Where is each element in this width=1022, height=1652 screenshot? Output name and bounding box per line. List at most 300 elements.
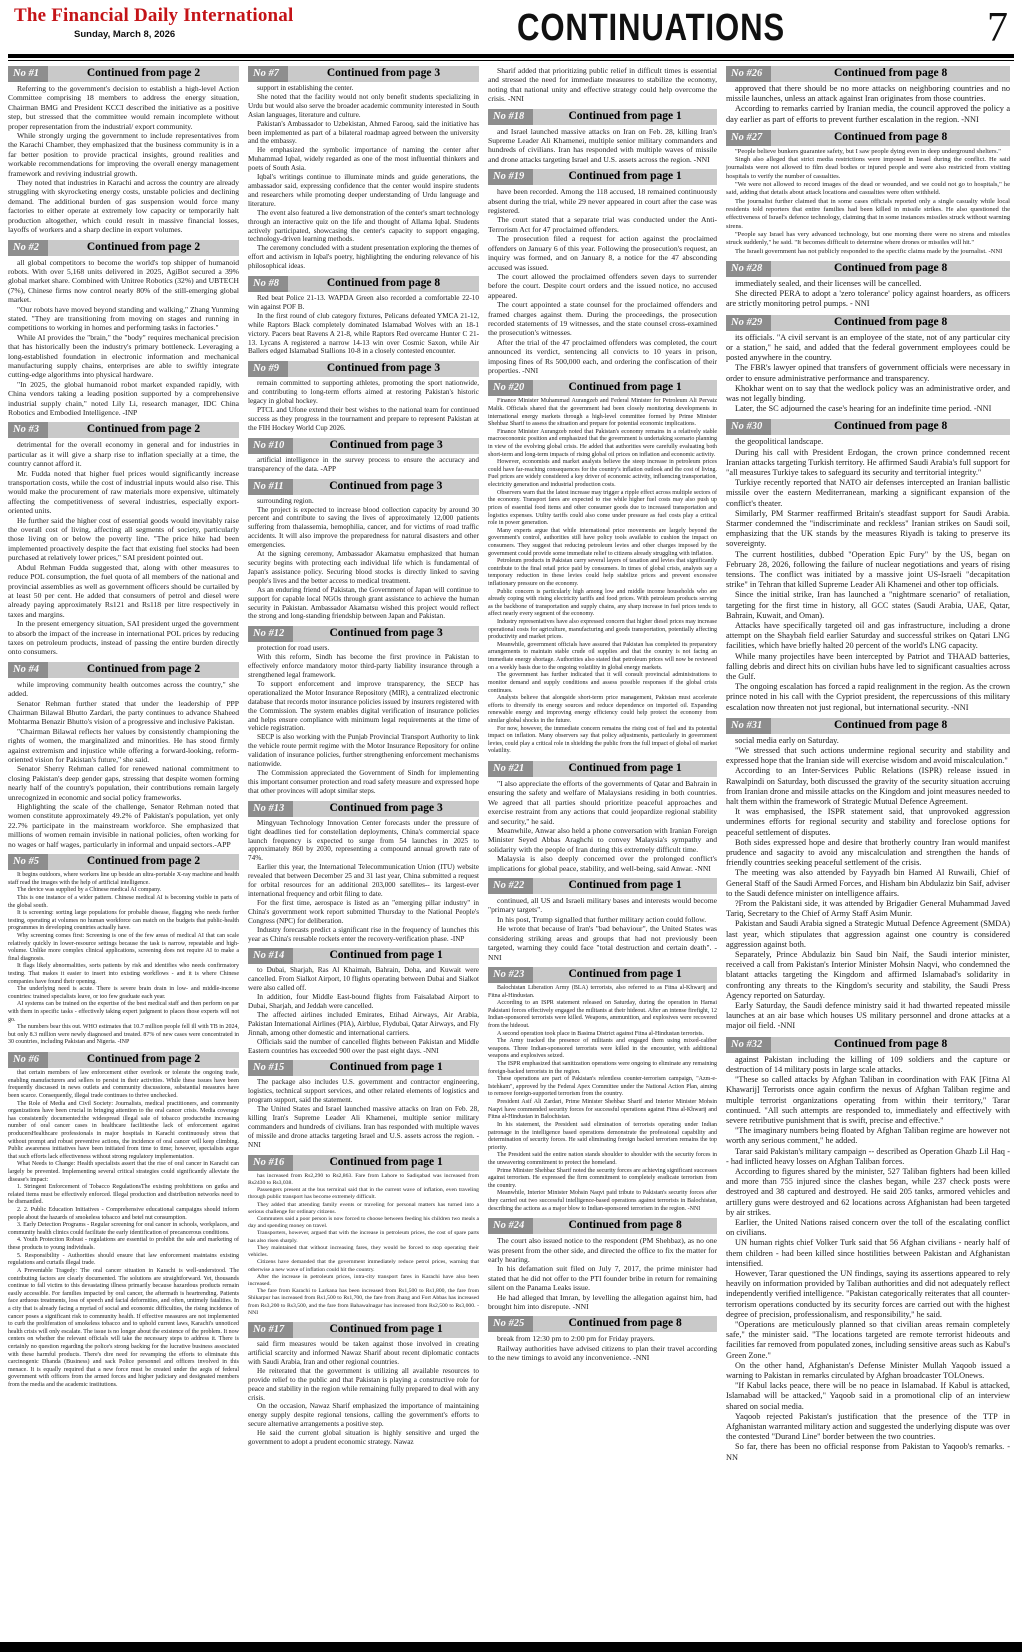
article-number-badge: No #28 <box>726 261 771 277</box>
page-number: 7 <box>987 5 1008 51</box>
article-paragraph: Senator Sherry Rehman called for renewed national commitment to closing Pakistan's deep gender gaps, stressing that despite women forming nearly half of the country's population, their contributions remain largely unrecognized in economic and social policy frameworks. <box>8 764 239 802</box>
article-body <box>248 456 479 474</box>
continued-from-label: Continued from page 8 <box>771 315 1010 331</box>
continued-from-label: Continued from page 2 <box>48 854 239 870</box>
article-body <box>248 819 479 944</box>
continued-from-label: Continued from page 2 <box>48 66 239 82</box>
article-paragraph: In the first round of club category fixtures, Pelicans defeated YMCA 21-12, while Raptors Black completely dominated Islamabad Wolves with an 18-1 victory. Pacers beat Ravens A 21-8, while Raptors Red overcame Hunter C 21-13. Lycans A registered a narrow 14-13 win over Cosmic Saxon, while Air Ballers edged Islamabad Stallions 10-8 in a closely contested encounter. <box>248 311 479 356</box>
article-paragraph: Observers warn that the latest increase may trigger a ripple effect across multiple sectors of the economy. Transport fares are expected to rise while higher fuel costs may also push up prices of essential food items and other consumer goods due to increased transportation and logistics expenses. Utility tariffs could also come under pressure as fuel costs play a critical role in power generation. <box>488 489 717 527</box>
article-header <box>248 1060 479 1076</box>
article-paragraph: The United States and Israel launched massive attacks on Iran on Feb. 28, killing Iran's Supreme Leader Ali Khamenei, multiple senior military commanders and hundreds of civilians. Iran has responded with multiple waves of missile and drone attacks targeting Israel and U.S. assets across the region. -NNI <box>248 1105 479 1149</box>
article-paragraph: Similarly, PM Starmer reaffirmed Britain's steadfast support for Saudi Arabia. Starmer condemned the "indiscriminate and reckless" Iranian strikes on Saudi soil, emphasizing that the UK stands by the measures Riyadh is taking to preserve its sovereignty. <box>726 508 1010 549</box>
article-paragraph: SECP is also working with the Punjab Provincial Transport Authority to link the vehicle route permit regime with the Motor Insurance Repository for online validation of insurance policies, further strengthening enforcement mechanisms nationwide. <box>248 733 479 769</box>
article-paragraph: Commuters said a poor person is now forced to choose between feeding his children two meals a day and spending money on travel. <box>248 1216 479 1230</box>
article-header <box>488 761 717 777</box>
article-paragraph: In his defamation suit filed on July 7, 2017, the prime minister had stated that he did not offer to the PTI founder bribe in return for remaining silent on the Panama Leaks issue. <box>488 1264 717 1293</box>
masthead <box>0 0 1022 52</box>
article <box>488 169 717 375</box>
article-number-badge: No #6 <box>8 1052 48 1068</box>
article-paragraph: Mr. Fudda noted that higher fuel prices would significantly increase transportation costs, while the cost of industrial inputs would also rise. This would make the procurement of raw materials more expensive, ultimately affecting the competitiveness of several industries, especially export-oriented units. <box>8 468 239 516</box>
article-paragraph: The current hostilities, dubbed "Operation Epic Fury" by the US, began on February 28, 2026, following the failure of nuclear negotiations and years of rising tensions. The conflict was initiated by a massive joint US-Israeli "decapitation strike" in Tehran that killed Supreme Leader Ali Khamenei and other top officials. <box>726 549 1010 590</box>
article-paragraph: Meanwhile, government officials have assured that Pakistan has completed its preparatory arrangements to maintain stable crude oil supplies and that the country is not facing an immediate energy shortage. Authorities also stated that petroleum prices will now be reviewed on a weekly basis due to the ongoing volatility in global energy markets. <box>488 641 717 671</box>
article-paragraph: Railway authorities have advised citizens to plan their travel according to the new timings to avoid any inconvenience. -NNI <box>488 1343 717 1363</box>
article-paragraph: Yaqoob rejected Pakistan's justification that the presence of the TTP in Afghanistan warranted military action and suggested the underlying dispute was over the contested "Durand Line" border between the two countries. <box>726 1411 1010 1442</box>
article-paragraph: After the increase in petroleum prices, intra-city transport fares in Karachi have also been increased. <box>248 1273 479 1287</box>
continued-from-label: Continued from page 1 <box>293 1155 479 1171</box>
article-header <box>726 1037 1010 1053</box>
article-paragraph: The affected airlines included Emirates, Etihad Airways, Air Arabia, Pakistan International Airlines (PIA), Airblue, Flydubai, Qatar Airways, and Fly Jinnah, among other domestic and international carriers. <box>248 1010 479 1037</box>
article-paragraph: Industry representatives have also expressed concern that higher diesel prices may increase operational costs for agriculture, manufacturing and goods transportation, potentially affecting productivity and market prices. <box>488 619 717 641</box>
article-paragraph: Attacks have specifically targeted oil and gas infrastructure, including a drone attempt on the Shaybah field earlier Saturday and successful strikes on Qatari LNG facilities, which have briefly halted 20 percent of the world's LNG capacity. <box>726 620 1010 651</box>
article-paragraph: The project is expected to increase blood collection capacity by around 30 percent and contribute to saving the lives of approximately 12,000 patients suffering from thalassemia, hemophilia, cancer, and for victims of road traffic accidents. It will also improve the preparedness for natural disasters and other emergencies. <box>248 505 479 550</box>
article-number-badge: No #1 <box>8 66 48 82</box>
article-paragraph: According to an ISPR statement released on Saturday, during the operation in Harnai Pakistani forces effectively engaged the militants at their hideout. After an intense firefight, 12 Indian-sponsored terrorists were killed. Weapons, ammunition, and explosives were recovered from the hideout. <box>488 1000 717 1029</box>
article-paragraph: Iqbal's writings continue to illuminate minds and guide generations, the ambassador said, expressing confidence that the center would inspire students and researchers while promoting deeper understanding of Urdu language and literature. <box>248 173 479 208</box>
article-paragraph: However, Tarar questioned the UN findings, saying its assertions appeared to rely heavily on information provided by Taliban authorities and did not adequately reflect independently verified intelligence. "Pakistan categorically reiterates that all counter-terrorism operations conducted by its security forces are carried out with the highest degree of precision, professionalism, and responsibility," he said. <box>726 1268 1010 1319</box>
article-paragraph: has increased from Rs2,290 to Rs2,863. Fare from Lahore to Sadiqabad was increased from Rs2430 to Rs3,038. <box>248 1172 479 1186</box>
article-body <box>488 779 717 873</box>
continued-from-label: Continued from page 3 <box>293 801 479 817</box>
article-paragraph: "Operations are meticulously planned so that civilian areas remain completely safe," the minister said. "The locations targeted are remote terrorist hideouts and facilities far removed from populated zones, including sensitive areas such as Kabul's Green Zone." <box>726 1319 1010 1360</box>
article-header <box>488 878 717 894</box>
article-paragraph: Petroleum products in Pakistan carry several layers of taxation and levies that significantly contribute to the final retail price paid by consumers. In times of global crisis, analysts say a temporary reduction in these levies could help stabilize prices and prevent excessive inflationary pressure on the economy. <box>488 558 717 587</box>
continued-from-label: Continued from page 3 <box>293 438 479 454</box>
article-paragraph: Referring to the government's decision to establish a high-level Action Committee comprising 18 members to address the energy situation, Chairman BMG and President KCCI described the initiative as a positive step, but stressed that the committee would remain incomplete without proper representation from the industrial/ export community. <box>8 84 239 131</box>
article-paragraph: "People say Israel has very advanced technology, but one morning there were no sirens and missiles struck suddenly," he said. "It becomes difficult to determine where drones or missiles will hit." <box>726 231 1010 247</box>
article-body <box>488 896 717 962</box>
article-number-badge: No #26 <box>726 66 771 82</box>
article-paragraph: They noted that industries in Karachi and across the country are already struggling with skyrocketing energy costs, unstable policies and declining demand. The additional burden of gas suspension would force many factories to either operate at extremely low capacity or temporarily halt production altogether, which could result in massive financial losses, layoffs of workers and a sharp decline in export volumes. <box>8 178 239 235</box>
article-paragraph: In addition, four Middle East-bound flights from Faisalabad Airport to Dubai, Sharjah, and Jeddah were cancelled. <box>248 993 479 1011</box>
article-header <box>488 380 717 396</box>
article-header <box>488 1316 717 1332</box>
continued-from-label: Continued from page 1 <box>293 1322 479 1338</box>
article-number-badge: No #32 <box>726 1037 771 1053</box>
article-paragraph: Meanwhile, Interior Minister Mohsin Naqvi paid tribute to Pakistan's security forces after they carried out two successful intelligence-based operations against terrorists in Balochistan, describing the actions as a major blow to Indian-sponsored terrorism in the region. -NNI <box>488 1190 717 1212</box>
article-paragraph: It was emphasised, the ISPR statement said, that unprovoked aggression undermines efforts for regional security and stability and foreclose options for peaceful settlement of disputes. <box>726 807 1010 837</box>
article-header <box>248 1155 479 1171</box>
article-paragraph: break from 12:30 pm to 2:00 pm for Friday prayers. <box>497 1334 655 1344</box>
continued-from-label: Continued from page 1 <box>533 967 717 983</box>
article-paragraph: She directed PERA to adopt a 'zero tolerance' policy against hoarders, as officers are strictly monitoring petrol pumps. - NNI <box>726 289 1010 309</box>
article-paragraph: For the first time, aerospace is listed as an "emerging pillar industry" in China's government work report submitted Thursday to the National People's Congress (NPC) for deliberation. <box>248 898 479 925</box>
article-header <box>726 718 1010 734</box>
article <box>8 66 239 235</box>
article-number-badge: No #27 <box>726 130 771 146</box>
article-paragraph: The event also featured a live demonstration of the center's smart technology through an interactive quiz on the life and thought of Allama Iqbal. Students actively participated, showcasing the center's capacity to support engaging, technology-driven learning methods. <box>248 208 479 244</box>
article <box>8 422 239 656</box>
article-header <box>248 948 479 964</box>
article-paragraph: To support enforcement and improve transparency, the SECP has operationalized the Motor Insurance Repository (MIR), a centralized electronic database that records motor insurance policies issued by insurers registered with the Commission. The system enables digital verification of insurance policies and helps ensure compliance with minimum legal requirements at the time of vehicle registration. <box>248 679 479 733</box>
article-number-badge: No #13 <box>248 801 293 817</box>
article-body <box>248 379 479 432</box>
article-body <box>726 148 1010 256</box>
article <box>726 419 1010 712</box>
article-header <box>488 109 717 125</box>
article-paragraph: These operations are part of Pakistan's relentless counter-terrorism campaign, "Azm-e-Istehkam", approved by the Federal Apex Committee under the National Action Plan, aiming to remove foreign-supported terrorism from the country. <box>488 1076 717 1098</box>
article-paragraph: He had alleged that Imran, by levelling the allegation against him, had brought him into disrepute. -NNI <box>488 1292 717 1312</box>
article <box>248 479 479 622</box>
article-paragraph: He said the current global situation is highly sensitive and urged the government to adopt a prudent economic strategy. Nawaz <box>248 1429 479 1447</box>
article-paragraph: After the trial of the 47 proclaimed offenders was completed, the court announced its verdict, sentencing all convicts to 10 years in prison, imposing fines of Rs 500,000 each, and ordering the confiscation of their properties. -NNI <box>488 337 717 375</box>
column-3 <box>488 66 717 1638</box>
article-paragraph: For now, however, the immediate concern remains the rising cost of fuel and its potential impact on inflation. Many observers say that policy adjustments, particularly in government levies, could play a critical role in shielding the public from the full impact of global oil market volatility. <box>488 725 717 755</box>
article-header <box>8 422 239 438</box>
article-number-badge: No #9 <box>248 361 288 377</box>
article-paragraph: On the occasion, Nawaz Sharif emphasized the importance of maintaining energy supply despite regional tensions, calling the government's efforts to secure alternative arrangements a positive step. <box>248 1402 479 1429</box>
article-paragraph: The court appointed a state counsel for the proclaimed offenders and framed charges against them. During the proceedings, the prosecution recorded statements of 19 witnesses, and the state counsel cross-examined the prosecution's witnesses. <box>488 300 717 338</box>
article-body <box>248 497 479 622</box>
article-paragraph: The government has further indicated that it will consult provincial administrations to monitor demand and supply conditions and assess possible responses if the global crisis continues. <box>488 672 717 694</box>
continued-from-label: Continued from page 2 <box>48 422 239 438</box>
article-paragraph: Turkiye recently reported that NATO air defenses intercepted an Iranian ballistic missile over the eastern Mediterranean, marking a significant expansion of the conflict's theater. <box>726 478 1010 508</box>
article-paragraph: ?From the Pakistani side, it was attended by Brigadier General Muhammad Javed Tariq, Secretary to the Chief of Army Staff Asim Munir. <box>726 899 1010 919</box>
article <box>248 801 479 944</box>
article-number-badge: No #23 <box>488 967 533 983</box>
article-paragraph: Earlier, the United Nations raised concern over the toll of the escalating conflict on civilians. <box>726 1217 1010 1238</box>
article-paragraph: The meeting was also attended by Fayyadh bin Hamed Al Ruwaili, Chief of General Staff of the Saudi Armed Forces, and Hisham bin Abdulaziz bin Saif, adviser to the Saudi defence minister on intelligence affairs. <box>726 868 1010 898</box>
continued-from-label: Continued from page 8 <box>533 1316 717 1332</box>
article-paragraph: UN human rights chief Volker Turk said that 56 Afghan civilians - nearly half of them children - had been killed since hostilities between Pakistan and Afghanistan intensified. <box>726 1238 1010 1268</box>
article-paragraph: Officials said the number of cancelled flights between Pakistan and Middle Eastern countries has exceeded 900 over the past eight days. -NNI <box>248 1037 479 1055</box>
article-header <box>8 66 239 82</box>
article-body <box>726 333 1010 415</box>
article-paragraph: What Needs to Change: Health specialists assert that the rise of oral cancer in Karachi can largely be prevented. Implementing several critical strategies could significantly alleviate the disease's impact: <box>8 1161 239 1183</box>
article-paragraph: Prime Minister Shehbaz Sharif noted the security forces are achieving significant successes against terrorism. He expressed the firm commitment to completely eradicate terrorism from the country. <box>488 1167 717 1189</box>
article-paragraph: The ceremony concluded with a student presentation exploring the themes of effort and activism in Iqbal's poetry, highlighting the enduring relevance of his philosophical ideas. <box>248 244 479 271</box>
article-paragraph: protection for road users. <box>257 644 330 653</box>
article-header <box>488 967 717 983</box>
article-header <box>248 66 479 82</box>
article-paragraph: President Asif Ali Zardari, Prime Minister Shehbaz Sharif and Interior Minister Mohsin Naqvi have commended security forces for successful operations against Fitna al-Khwarij and Fitna al-Hindustan in Balochistan. <box>488 1099 717 1121</box>
article-number-badge: No #31 <box>726 718 771 734</box>
column-4 <box>726 66 1010 1638</box>
article-paragraph: According to an Inter-Services Public Relations (ISPR) release issued in Rawalpindi on Saturday, both discussed the gravity of the security situation accruing from Iranian drone and missile attacks on the Kingdom and joint measures needed to halt them within the framework of Strategic Mutual Defence Agreement. <box>726 766 1010 807</box>
article <box>488 1316 717 1362</box>
article-paragraph: Balochistan Liberation Army (BLA) terrorists, also referred to as Fitna al-Khwarij and Fitna al-Hindustan. <box>488 984 717 999</box>
article-paragraph: Pakistan and Saudi Arabia signed a Strategic Mutual Defence Agreement (SMDA) last year, which stipulates that aggression against one country is considered aggression against both. <box>726 919 1010 949</box>
article-body <box>726 84 1010 125</box>
article-body <box>8 680 239 849</box>
article-paragraph: The court stated that a separate trial was conducted under the Anti-Terrorism Act for 47 proclaimed offenders. <box>488 215 717 234</box>
article-paragraph: While AI provides the "brain," the "body" requires mechanical precision that has historically been the industry's primary bottleneck. Leveraging a long-established foundation in electronic information and mechanical manufacturing supply chains, enterprises are able to swiftly integrate cutting-edge algorithms into physical hardware. <box>8 332 239 380</box>
article-paragraph: its officials. "A civil servant is an employee of the state, not of any particular city or a station," he said, and added that the federal government employees could be posted anywhere in the country. <box>726 332 1010 363</box>
article <box>248 66 479 271</box>
bottom-bar <box>0 1642 1022 1652</box>
article-paragraph: continued, all US and Israeli military bases and interests would become "primary targets". <box>488 896 717 915</box>
article <box>488 109 717 165</box>
article-paragraph: While many projectiles have been intercepted by Patriot and THAAD batteries, falling debris and direct hits on civilian hubs have led to significant casualties across the Gulf. <box>726 651 1010 681</box>
article-body <box>8 872 239 1047</box>
article-paragraph: The President said the entire nation stands shoulder to shoulder with the security forces in the unwavering commitment to protect the homeland. <box>488 1152 717 1166</box>
article-paragraph: A second operation took place in Basima District against Fitna al-Hindustan terrorists. <box>497 1030 704 1037</box>
article-paragraph: remain committed to supporting athletes, promoting the sport nationwide, and contributing to long-term efforts aimed at restoring Pakistan's historic legacy in global hockey. <box>248 379 479 406</box>
article-paragraph: This is one instance of a wider pattern. Chinese medical AI is becoming visible in parts of the global south. <box>8 894 239 909</box>
article-number-badge: No #2 <box>8 240 48 256</box>
article-paragraph: Malaysia is also deeply concerned over the prolonged conflict's implications for global peace, stability, and well-being, said Anwar. -NNI <box>488 854 717 873</box>
article-body <box>488 985 717 1213</box>
article-paragraph: The underlying need is acute. There is severe brain drain in low- and middle-income countries: trained specialists leave, or too few graduate each year. <box>8 986 239 1000</box>
article-paragraph: So far, there has been no official response from Pakistan to Yaqoob's remarks. -NN <box>726 1442 1010 1462</box>
article-paragraph: In his statement, the President said elimination of terrorists operating under Indian patronage in the intelligence based operations demonstrate the professional capability and determination of security forces. He said eliminating foreign backed terrorism remains the top priority. <box>488 1121 717 1151</box>
article <box>248 438 479 474</box>
continued-from-label: Continued from page 1 <box>533 761 717 777</box>
article-header <box>726 315 1010 331</box>
article-header <box>488 169 717 185</box>
article-body <box>488 187 717 375</box>
article-paragraph: The device was supplied by a Chinese medical AI company. <box>17 887 162 894</box>
continued-from-label: Continued from page 3 <box>293 479 479 495</box>
article <box>8 662 239 849</box>
article <box>488 878 717 962</box>
article-paragraph: With this reform, Sindh has become the first province in Pakistan to effectively enforce mandatory motor third-party liability insurance through a strengthened legal framework. <box>248 653 479 680</box>
continued-from-label: Continued from page 1 <box>293 948 479 964</box>
article-body <box>488 1236 717 1311</box>
article-body <box>488 398 717 756</box>
article-number-badge: No #24 <box>488 1218 533 1234</box>
article <box>248 626 479 795</box>
continued-from-label: Continued from page 8 <box>771 718 1010 734</box>
article-paragraph: Khokhar went on to say that the wedlock policy was an administrative order, and was not legally binding. <box>726 383 1010 403</box>
article-body <box>488 127 717 165</box>
article-number-badge: No #15 <box>248 1060 293 1076</box>
article-number-badge: No #8 <box>248 276 288 292</box>
article-body <box>248 1173 479 1317</box>
article-body <box>8 440 239 656</box>
paper-title: The Financial Daily International <box>14 5 294 26</box>
article-paragraph: It begins outdoors, where workers line up beside an ultra-portable X-ray machine and health staff read the images with the help of artificial intelligence. <box>8 872 239 886</box>
article <box>488 1218 717 1311</box>
paper-date: Sunday, March 8, 2026 <box>74 28 176 40</box>
article-paragraph: The ISPR emphasized that sanitization operations were ongoing to eliminate any remaining foreign-backed terrorists in the region. <box>488 1061 717 1075</box>
article-body <box>488 66 717 104</box>
continued-from-label: Continued from page 2 <box>48 240 239 256</box>
article <box>726 66 1010 125</box>
article-paragraph: The numbers bear this out. WHO estimates that 10.7 million people fell ill with TB in 2024, but only 8.3 million were newly diagnosed and treated. 87% of new cases were concentrated in 30 countries, including Pakistan and Nigeria. -INP <box>8 1024 239 1046</box>
article-body <box>248 294 479 356</box>
article <box>726 130 1010 256</box>
article-paragraph: Analysts believe that alongside short-term price management, Pakistan must accelerate efforts to diversify its energy sources and reduce dependence on imported oil. Expanding renewable energy and improving energy efficiency could help protect the economy from similar global shocks in the future. <box>488 695 717 724</box>
article-paragraph: The Commission appreciated the Government of Sindh for implementing this important consumer protection and road safety measure and expressed hope that other provinces will adopt similar steps. <box>248 769 479 795</box>
continued-from-label: Continued from page 3 <box>288 361 479 377</box>
article <box>8 1052 239 1390</box>
article <box>248 361 479 432</box>
article-paragraph: Passengers present at the bus terminal said that in the current wave of inflation, even traveling through public transport has become extremely difficult. <box>248 1187 479 1201</box>
article-body <box>248 644 479 795</box>
article-paragraph: The package also includes U.S. government and contractor engineering, logistics, technical support services, and other related elements of logistics and program support, said the statement. <box>248 1078 479 1105</box>
article-paragraph: Pakistan's Ambassador to Uzbekistan, Ahmed Farooq, said the initiative has been implemented as part of a bilateral roadmap agreed between the university and the embassy. <box>248 119 479 146</box>
article-paragraph: artificial intelligence in the survey process to ensure the accuracy and transparency of the data. -APP <box>248 455 479 473</box>
article-number-badge: No #25 <box>488 1316 533 1332</box>
continued-from-label: Continued from page 1 <box>293 1060 479 1076</box>
article-paragraph: immediately sealed, and their licenses will be cancelled. <box>735 279 922 289</box>
article-paragraph: Why screening comes first: Screening is one of the few areas of medical AI that can scale relatively quickly in lower-resource settings because the task is narrow, repeatable and high-volume. Unlike more complex clinical applications, screening does not require AI to make a final diagnosis. <box>8 932 239 962</box>
article-paragraph: "We stressed that such actions undermine regional security and stability and expressed hope that the Iranian side will exercise wisdom and avoid miscalculation." <box>726 746 1010 766</box>
article-paragraph: The Israeli government has not publicly responded to the specific claims made by the journalist. -NNI <box>735 247 1003 255</box>
article-paragraph: Mingyuan Technology Innovation Center forecasts under the pressure of tight deadlines tied for constellation deployments, China's commercial space launch frequency is expected to surge from 54 launches in 2025 to approximately 860 by 2030, representing a compound annual growth rate of 74%. <box>248 818 479 863</box>
article <box>726 1037 1010 1463</box>
article-paragraph: Citizens have demanded that the government immediately reduce petrol prices, warning that otherwise a new wave of inflation could hit the country. <box>248 1259 479 1273</box>
article-paragraph: The court allowed the proclaimed offenders seven days to surrender before the court. Despite court orders and the issued notice, no accused appeared. <box>488 271 717 300</box>
article-header <box>248 626 479 642</box>
article <box>726 315 1010 415</box>
article-number-badge: No #3 <box>8 422 48 438</box>
article <box>8 854 239 1047</box>
article-paragraph: The journalist further claimed that in some cases officials reported only a single casualty while local residents told reporters that entire families had been killed in missile strikes. He also questioned the effectiveness of Israel's defence technology, claiming that in some instances missiles struck without warning sirens. <box>726 197 1010 230</box>
article-paragraph: 5. Responsibility - Authorities should ensure that law enforcement maintains existing regulations and curtails illegal trade. <box>8 1252 239 1267</box>
article-header <box>488 1218 717 1234</box>
article-paragraph: Highlighting the scale of the challenge, Senator Rehman noted that women constitute approximately 49.2% of Pakistan's population, yet only 22.7% participate in the mainstream workforce. She emphasized that millions of women remain invisible in national policies, often working for no wages or half wages, particularly in informal and unpaid sectors.-APP <box>8 802 239 849</box>
article-body <box>8 84 239 235</box>
article-paragraph: "In 2025, the global humanoid robot market expanded rapidly, with China vendors taking a leading position supported by a comprehensive industrial supply chain," noted Lily Li, research manager, IDC China Robotics and Embodied Intelligence. -INP <box>8 379 239 417</box>
article-paragraph: have been recorded. Among the 118 accused, 18 remained continuously absent during the trial, while 29 never appeared in court after the case was registered. <box>488 187 717 216</box>
article-paragraph: The Role of Media and Civil Society: Journalists, medical practitioners, and community organizations have been crucial in bringing attention to the oral cancer crisis. Media coverage has consistently documented:the widespread illegal sale of tobacco productsthe increasing number of oral cancer cases in healthcare facilitiesthe lack of enforcement against producersHealthcare professionals in major hospitals in Karachi continuously stress that without prompt and robust preventive actions, the incidence of oral cancer will keep climbing. Public awareness initiatives have been initiated from time to time; however, specialists argue that such efforts lack effectiveness without strong regulatory implementation. <box>8 1100 239 1160</box>
article-paragraph: Abdul Rehman Fudda suggested that, along with other measures to reduce POL consumption, the fuel quota of all members of the national and provincial assemblies as well as government officers should be curtailed by at least 50 per cent. He added that consumers of petrol and diesel were already paying approximately Rs121 and Rs118 per litre respectively in taxes and margins. <box>8 562 239 619</box>
masthead-left <box>14 6 364 40</box>
article-header <box>8 662 239 678</box>
article-paragraph: Public concern is particularly high among low and middle income households who are already coping with rising electricity tariffs and food prices. With petroleum products serving as the backbone of transportation and supply chains, any sharp increase in fuel prices tends to affect nearly every segment of the economy. <box>488 588 717 618</box>
article-body <box>248 966 479 1055</box>
masthead-rule-thick <box>8 54 1014 58</box>
continued-from-label: Continued from page 3 <box>288 66 479 82</box>
article-paragraph: all global competitors to become the world's top shipper of humanoid robots. With over 5,168 units delivered in 2025, AgiBot secured a 39% global market share. Combined with Unitree Robotics (32%) and UBTECH (7%), Chinese firms now control nearly 80% of the still-emerging global market. <box>8 257 239 305</box>
article-body <box>248 1340 479 1447</box>
article-paragraph: The court also issued notice to the respondent (PM Shehbaz), as no one was present from the other side, and directed the office to fix the matter for early hearing. <box>488 1236 717 1265</box>
article-paragraph: 4. Youth Protection Robust - regulations are essential to prohibit the sale and marketing of these products to young individuals. <box>8 1237 239 1252</box>
article-number-badge: No #21 <box>488 761 533 777</box>
article-number-badge: No #30 <box>726 419 771 435</box>
article-paragraph: He wrote that because of Iran's "bad behaviour", the United States was considering striking areas and groups that had not previously been targeted, warning they could face "total destruction and certain death". -NNI <box>488 924 717 962</box>
article-paragraph: said firm measures would be taken against those involved in creating artificial scarcity and informed Nawaz Sharif about recent diplomatic contacts with Saudi Arabia, Iran and other regional countries. <box>248 1340 479 1366</box>
article-paragraph: Industry forecasts predict a significant rise in the frequency of launches this year as China's reusable rockets enter the recovery-verification phase. -INP <box>248 925 479 943</box>
article-header <box>726 130 1010 146</box>
article-paragraph: Meanwhile, Anwar also held a phone conversation with Iranian Foreign Minister Seyed Abbas Araghchi to convey Malaysia's sympathy and solidarity with the people of Iran during this extremely difficult time. <box>488 826 717 854</box>
article-paragraph: against Pakistan including the killing of 109 soldiers and the capture or destruction of 14 military posts in large scale attacks. <box>726 1054 1010 1074</box>
article-body <box>488 1334 717 1362</box>
article <box>248 1155 479 1317</box>
article-header <box>8 854 239 870</box>
article-paragraph: Later, the SC adjourned the case's hearing for an indefinite time period. -NNI <box>735 404 992 414</box>
article-number-badge: No #10 <box>248 438 293 454</box>
article-paragraph: They maintained that without increasing fares, they would be forced to stop operating their vehicles. <box>248 1244 479 1259</box>
article-paragraph: "If Kabul lacks peace, there will be no peace in Islamabad. If Kabul is attacked, Islamabad will be attacked," Yaqoob said in a promotional clip of an interview shared on social media. <box>726 1381 1010 1411</box>
article-paragraph: 3. Early Detection Programs - Regular screening for oral cancer in schools, workplaces, and community health clinics could facilitate the early identification of precancerous conditions. <box>8 1222 239 1236</box>
article-body <box>248 1078 479 1149</box>
continued-from-label: Continued from page 2 <box>48 662 239 678</box>
article-paragraph: As an enduring friend of Pakistan, the Government of Japan will continue to support for capable local NGOs through grant assistance to achieve the human security in Pakistan. Ambassador Akamatsu wished this project would reflect the strong and long-standing friendship between Japan and Pakistan. <box>248 585 479 621</box>
article-paragraph: According to remarks carried by Iranian media, the council approved the policy a day earlier as part of efforts to prevent further escalation in the region. -NNI <box>726 104 1010 124</box>
continued-from-label: Continued from page 8 <box>771 1037 1010 1053</box>
article-paragraph: "The imaginary numbers being floated by Afghan Taliban regime are however not worth any serious comment," he added. <box>726 1126 1010 1146</box>
article-paragraph: Sharif added that prioritizing public relief in difficult times is essential and stressed the need for immediate measures to stabilize the economy, noting that national unity and effective strategy could help overcome the crisis. -NNI <box>488 66 717 104</box>
article-paragraph: Singh also alleged that strict media restrictions were imposed in Israel during the conflict. He said journalists were not allowed to film dead bodies or injured people and were also restricted from visiting hospitals to verify the number of casualties. <box>726 156 1010 180</box>
article-paragraph: The FBR's lawyer opined that transfers of government officials were necessary in order to ensure administrative performance and transparency. <box>726 363 1010 383</box>
article <box>248 1060 479 1149</box>
article-number-badge: No #22 <box>488 878 533 894</box>
article-paragraph: In the present emergency situation, SAI president urged the government to absorb the impact of the increase in international POL prices by reducing taxes on petroleum products, instead of passing the entire burden directly onto consumers. <box>8 619 239 657</box>
column-1 <box>8 66 239 1638</box>
article-paragraph: He emphasized the symbolic importance of naming the center after Muhammad Iqbal, widely regarded as one of the most influential thinkers and poets of South Asia. <box>248 146 479 173</box>
article-number-badge: No #20 <box>488 380 533 396</box>
article-body <box>726 1055 1010 1463</box>
continued-from-label: Continued from page 8 <box>771 66 1010 82</box>
article-paragraph: "I also appreciate the efforts of the governments of Qatar and Bahrain in ensuring the safety and welfare of Malaysians residing in both countries. We agreed that all parties should prioritize peaceful approaches and exercise restraint from any actions that could jeopardize regional stability and security," he said. <box>488 779 717 826</box>
continued-from-label: Continued from page 8 <box>533 1218 717 1234</box>
continued-from-label: Continued from page 3 <box>293 626 479 642</box>
article-paragraph: that certain members of law enforcement either overlook or tolerate the ongoing trade, enabling manufacturers and sellers to persist in their activities. While these issues have been frequently discussed in news outlets and community discussions, substantial measures have been scarce. Consequently, illegal trade continues to thrive unchecked. <box>8 1070 239 1099</box>
article-paragraph: while improving community health outcomes across the country," she added. <box>8 679 239 699</box>
article-paragraph: Many experts argue that while international price movements are largely beyond the government's control, authorities still have policy tools available to cushion the impact on consumers. They suggest that reducing petroleum levies and other charges imposed by the government could provide some immediate relief to citizens already struggling with inflation. <box>488 527 717 557</box>
article-number-badge: No #18 <box>488 109 533 125</box>
continued-from-label: Continued from page 1 <box>533 878 717 894</box>
article-body <box>248 84 479 271</box>
article <box>488 66 717 104</box>
article-header <box>726 66 1010 82</box>
continued-from-label: Continued from page 8 <box>771 130 1010 146</box>
columns <box>0 61 1022 1638</box>
article-body <box>8 1070 239 1390</box>
article-paragraph: Transporters, however, argued that with the increase in petroleum prices, the cost of spare parts has also risen sharply. <box>248 1230 479 1244</box>
article-paragraph: 1. Stringent Enforcement of Tobacco RegulationsThe existing prohibitions on gutka and related items must be effectively enforced. Illegal production and distribution networks need to be dismantled. <box>8 1184 239 1206</box>
article-paragraph: At the signing ceremony, Ambassador Akamatsu emphasized that human security begins with protecting each individual life which is fundamental of Japan's assistance policy. Securing blood stocks is directly linked to saving people's lives and the better access to medical treatment. <box>248 550 479 585</box>
article-header <box>726 261 1010 277</box>
article-paragraph: "People believe bunkers guarantee safety, but I saw people dying even in deep underground shelters." <box>735 147 1001 155</box>
article-paragraph: Separately, Prince Abdulaziz bin Saud bin Naif, the Saudi interior minister, received a call from Pakistan's Interior Minister Mohsin Naqvi, who condemned the blatant attacks targeting the Kingdom and affirmed Islamabad's solidarity in confronting any threats to the Kingdom's security and stability, the Saudi Press Agency reported on Saturday. <box>726 950 1010 1000</box>
article-number-badge: No #7 <box>248 66 288 82</box>
article-paragraph: They added that attending family events or traveling for personal matters has turned into a serious challenge for ordinary citizens. <box>248 1201 479 1215</box>
continued-from-label: Continued from page 1 <box>533 380 717 396</box>
article-paragraph: approved that there should be no more attacks on neighboring countries and no missile launches, unless an attack against Iran originates from those countries. <box>726 84 1010 104</box>
article-header <box>248 1322 479 1338</box>
article-paragraph: He further said the higher cost of essential goods would inevitably raise the overall cost of living, affecting all segments of society, particularly those living on or below the poverty line. "The price hike had been implemented proactively despite the fact that existing fuel stocks had been purchased at relatively lower prices," SAI president pointed out. <box>8 515 239 563</box>
article-paragraph: PTCL and Ufone extend their best wishes to the national team for continued success as they progress in the tournament and prepare to represent Pakistan at the FIH Hockey World Cup 2026. <box>248 406 479 432</box>
article-paragraph: The prosecution filed a request for action against the proclaimed offenders on January 6 of this year. Following the prosecution's request, an inquiry was formed, and on January 8, a notice for the 47 absconding accused was issued. <box>488 234 717 272</box>
article-body <box>726 736 1010 1032</box>
article-paragraph: During his call with President Erdogan, the crown prince condemned recent Iranian attacks targeting Turkish territory. He affirmed Saudi Arabia's full support for "all measures Turkiye takes to safeguard its security and territorial integrity." <box>726 447 1010 477</box>
article-paragraph: However, economists and market analysts believe the steep increase in petroleum prices could have far-reaching consequences for the country's inflation outlook and the cost of living. Fuel prices are widely considered a key driver of economic activity, influencing transportation, electricity generation and industrial production costs. <box>488 459 717 489</box>
article-number-badge: No #17 <box>248 1322 293 1338</box>
article-number-badge: No #19 <box>488 169 533 185</box>
article-paragraph: Finance Minister Aurangzeb noted that Pakistan's economy remains in a relatively stable macroeconomic position and emphasized that the government is undertaking scenario planning in view of the evolving global crisis. He added that authorities were carefully evaluating both short-term and long-term impacts of rising global oil prices on inflation and economic activity. <box>488 428 717 458</box>
article-header <box>248 276 479 292</box>
article-paragraph: "We were not allowed to record images of the dead or wounded, and we could not go to hospitals," he said, adding that details about attack locations and casualties were often withheld. <box>726 181 1010 197</box>
article-paragraph: "Our robots have moved beyond standing and walking," Zhang Yunming stated. "They are transitioning from moving on stages and running in competitions to working in homes and performing tasks in factories." <box>8 304 239 333</box>
article-number-badge: No #12 <box>248 626 293 642</box>
article-header <box>248 479 479 495</box>
article-paragraph: In his post, Trump signalled that further military action could follow. <box>497 914 707 924</box>
article-paragraph: Since the initial strike, Iran has launched a "nightmare scenario" of retaliation, targeting for the first time in history, all GCC states (Saudi Arabia, UAE, Qatar, Bahrain, Kuwait, and Oman). <box>726 590 1010 620</box>
continued-from-label: Continued from page 2 <box>48 1052 239 1068</box>
article-paragraph: "Chairman Bilawal reflects her values by consistently championing the rights of women, the marginalized and minorities. He has stood firmly against extremism and injustice while offering a forward-looking, reform-oriented vision for Pakistan's future," she said. <box>8 726 239 764</box>
article <box>8 240 239 418</box>
article-paragraph: to Dubai, Sharjah, Ras Al Khaimah, Bahrain, Doha, and Kuwait were cancelled. From Sialkot Airport, 10 flights operating between Dubai and Sialkot were also called off. <box>248 966 479 993</box>
article-header <box>8 240 239 256</box>
article-header <box>248 361 479 377</box>
article-paragraph: "These so called attacks by Afghan Taliban in coordination with FAK [Fitna Al Khawarij] Terrorists once again confirm the nexus of Afghan Taliban regime and multiple terrorist organizations operating from within their territory," Tarar continued. "All such attempts are responded to, immediately and effectively with severe retributive punishment that is swift, precise and effective." <box>726 1075 1010 1125</box>
article-header <box>8 1052 239 1068</box>
continued-from-label: Continued from page 8 <box>771 419 1010 435</box>
article <box>726 261 1010 310</box>
article-paragraph: The fare from Karachi to Larkana has been increased from Rs1,500 to Rs1,800, the fare from Shikarpur has increased from Rs1,500 to Rs1,700, the fare from Jhang and Fort Abbas has increased from Rs3,200 to Rs3,500, and the fare from Bahawalnagar has increased from Rs2,500 to Rs3,000. -NNI <box>248 1288 479 1316</box>
article <box>726 718 1010 1032</box>
article-header <box>726 419 1010 435</box>
article-paragraph: Both sides expressed hope and desire that brotherly country Iran would manifest prudence and sagacity to avoid any miscalculation and strengthen the hands of friendly countries seeking peaceful settlement of the crisis. <box>726 837 1010 868</box>
article <box>488 380 717 756</box>
article-paragraph: While strongly urging the government to include representatives from the Karachi Chamber, they emphasized that the business community is in a far better position to provide practical insights, ground realities and workable recommendations for improving the overall energy management framework and reviving industrial growth. <box>8 131 239 178</box>
article <box>248 948 479 1055</box>
article-body <box>726 279 1010 310</box>
article-paragraph: She noted that the facility would not only benefit students specializing in Urdu but would also serve the broader academic community interested in South Asian languages, literature and culture. <box>248 92 479 119</box>
